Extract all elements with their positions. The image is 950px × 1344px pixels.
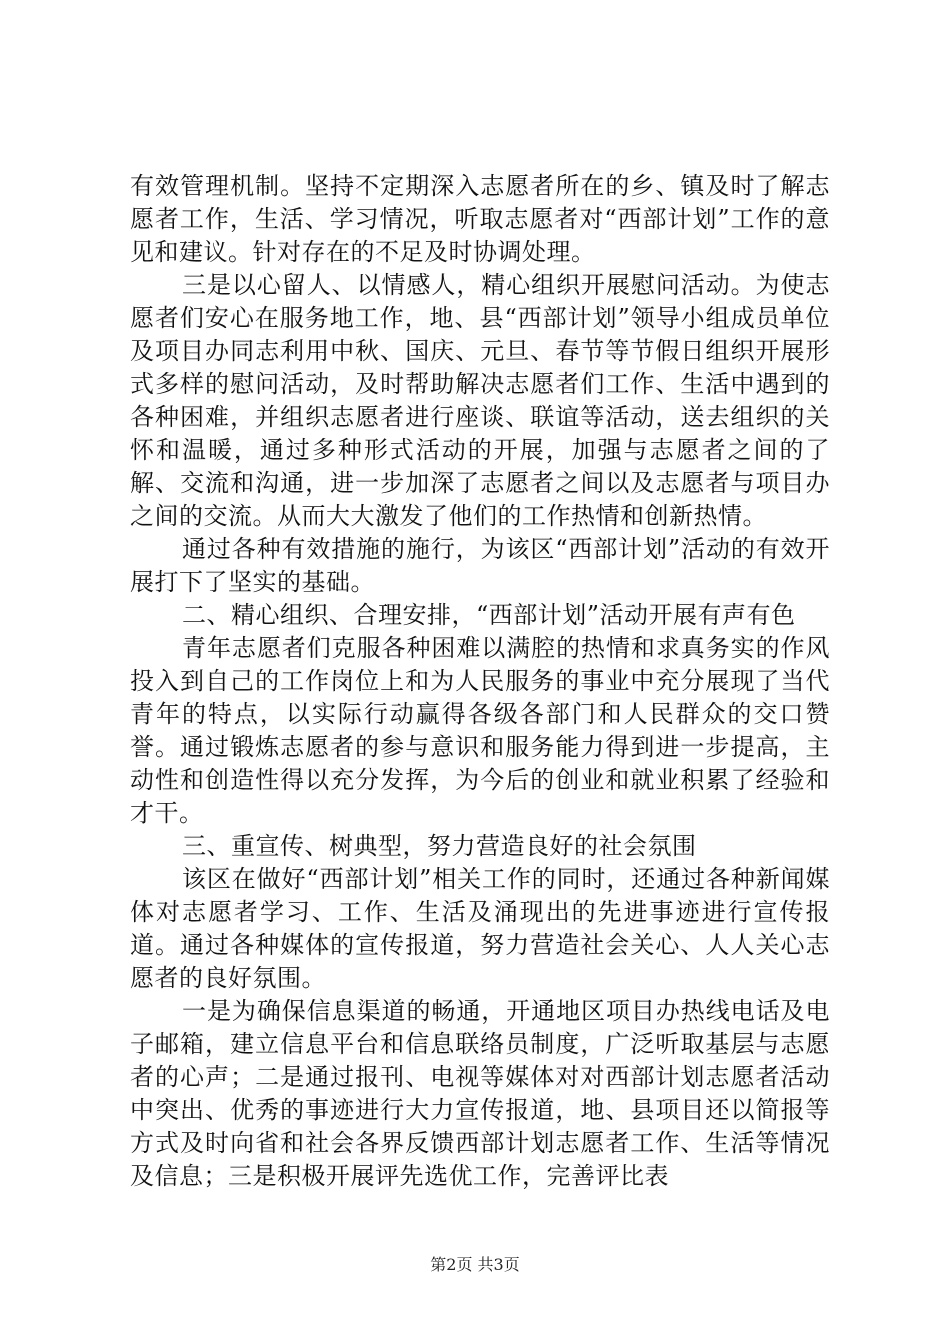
section-heading: 二、精心组织、合理安排，“西部计划”活动开展有声有色 bbox=[182, 601, 796, 629]
section-heading: 三、重宣传、树典型，努力营造良好的社会氛围 bbox=[182, 832, 697, 860]
paragraph: 通过各种有效措施的施行，为该区“西部计划”活动的有效开展打下了坚实的基础。 bbox=[130, 535, 830, 596]
paragraph: 青年志愿者们克服各种困难以满腔的热情和求真务实的作风投入到自己的工作岗位上和为人民服务的事业中充分展现了当代青年的特点，以实际行动赢得各级各部门和人民群众的交口赞誉。通过锻炼志愿者的参与意识和服务能力得到进一步提高，主动性和创造性得以充分发挥，为今后的创业和就业积累了经验和才干。 bbox=[130, 634, 830, 827]
paragraph: 该区在做好“西部计划”相关工作的同时，还通过各种新闻媒体对志愿者学习、工作、生活及涌现出的先进事迹进行宣传报道。通过各种媒体的宣传报道，努力营造社会关心、人人关心志愿者的良好氛围。 bbox=[130, 865, 830, 992]
paragraph: 一是为确保信息渠道的畅通，开通地区项目办热线电话及电子邮箱，建立信息平台和信息联络员制度，广泛听取基层与志愿者的心声；二是通过报刊、电视等媒体对对西部计划志愿者活动中突出、优秀的事迹进行大力宣传报道，地、县项目还以简报等方式及时向省和社会各界反馈西部计划志愿者工作、生活等情况及信息；三是积极开展评先选优工作，完善评比表 bbox=[130, 997, 830, 1190]
page-number-footer: 第2页 共3页 bbox=[430, 1255, 520, 1274]
paragraph: 有效管理机制。坚持不定期深入志愿者所在的乡、镇及时了解志愿者工作，生活、学习情况，听取志愿者对“西部计划”工作的意见和建议。针对存在的不足及时协调处理。 bbox=[130, 172, 830, 266]
document-body bbox=[130, 170, 830, 1193]
paragraph: 三是以心留人、以情感人，精心组织开展慰问活动。为使志愿者们安心在服务地工作，地、县“西部计划”领导小组成员单位及项目办同志利用中秋、国庆、元旦、春节等节假日组织开展形式多样的慰问活动，及时帮助解决志愿者们工作、生活中遇到的各种困难，并组织志愿者进行座谈、联谊等活动，送去组织的关怀和温暖，通过多种形式活动的开展，加强与志愿者之间的了解、交流和沟通，进一步加深了志愿者之间以及志愿者与项目办之间的交流。从而大大激发了他们的工作热情和创新热情。 bbox=[130, 271, 830, 530]
